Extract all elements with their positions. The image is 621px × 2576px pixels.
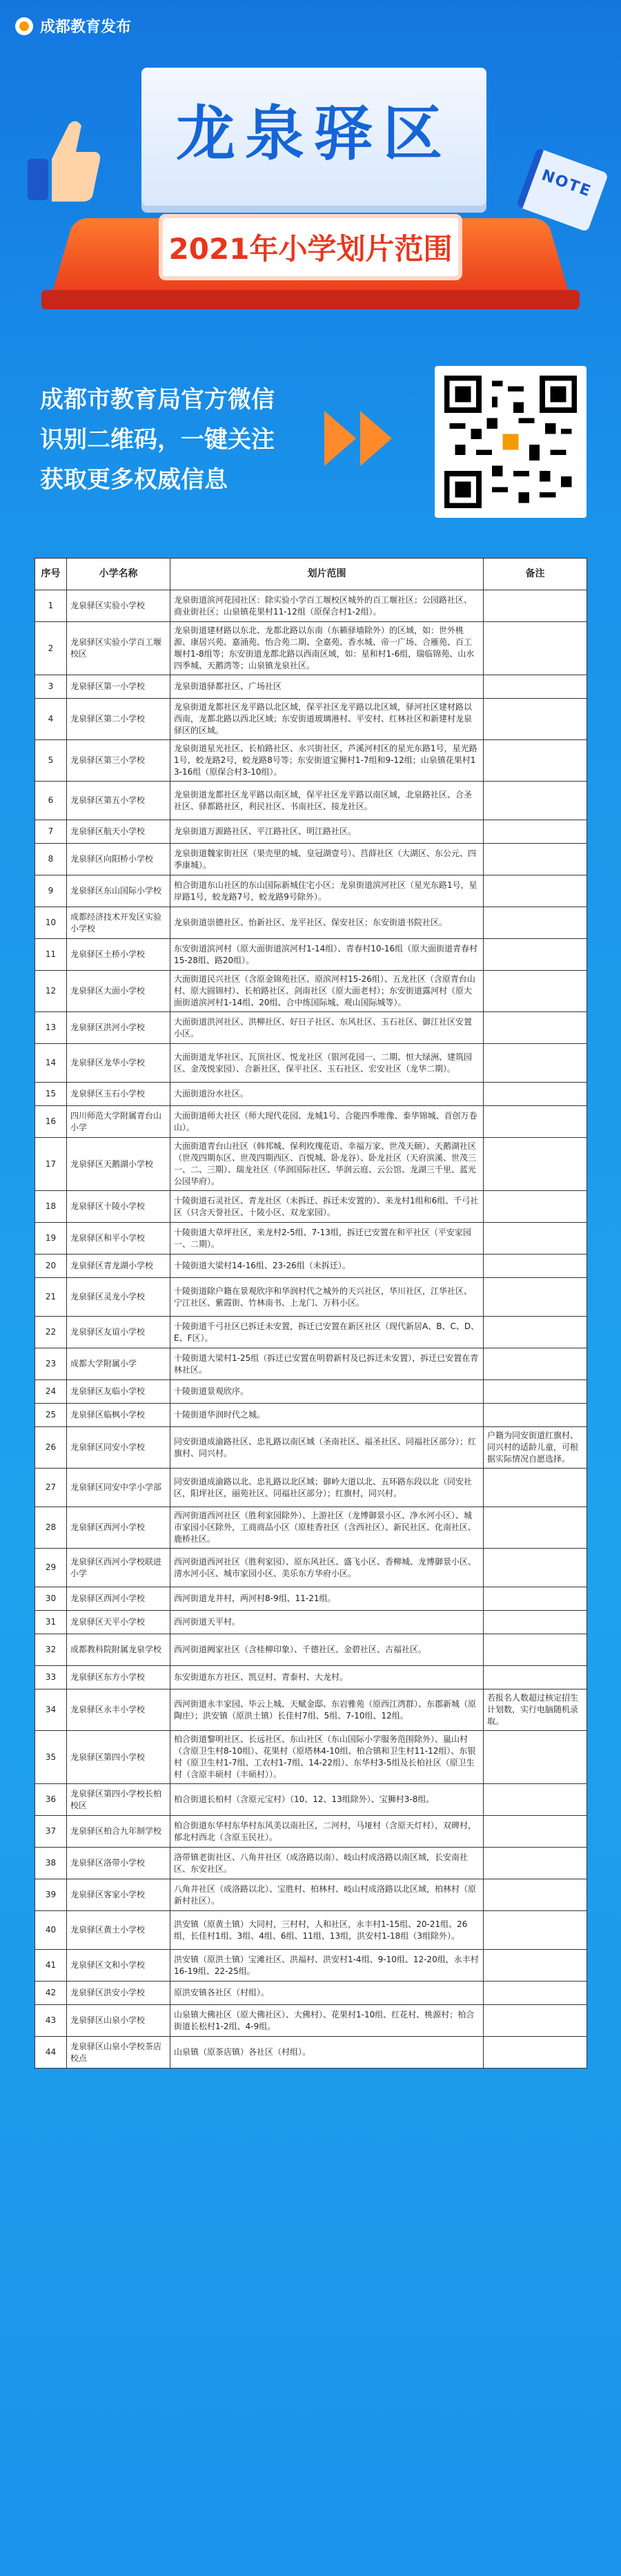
- row-number: 37: [35, 1816, 67, 1848]
- row-note: [484, 1507, 587, 1549]
- row-note: [484, 2005, 587, 2037]
- zone-range: 山泉镇大佛社区（原大佛社区）、大佛村）、花果村1-10组、红花村、桃源村；柏合街道长松村1-2组、4-9组。: [170, 2005, 484, 2037]
- school-name: 龙泉驿区东山国际小学校: [67, 875, 170, 907]
- brand-name: 成都教育发布: [40, 19, 132, 36]
- table-row: [35, 590, 587, 622]
- zone-range: 十陵街道石灵社区、青龙社区（未拆迁、拆迁未安置的）、来龙村1组和6组、千弓社区（只含天誉社区、十陵小区、双龙家园）。: [170, 1191, 484, 1223]
- row-number: 26: [35, 1427, 67, 1469]
- row-note: [484, 1982, 587, 2005]
- table-row: [35, 875, 587, 907]
- zone-range: 大面街道民兴社区（含原金锦苑社区、原滨河村15-26组）、五龙社区（含原青台山村、原大圆锦村）、长柏路社区、剑南社区（原大面老村）；东安街道露河村（原大面街道滨河村1-14组、20组、合中练国际城、观山国际城等）。: [170, 971, 484, 1012]
- hero-subtitle: 2021年小学划片范围: [168, 232, 453, 266]
- table-row: [35, 1731, 587, 1784]
- zone-range: 八角井社区（成洛路以北）、宝胜村、柏林村、岐山村成洛路以北区域，柏林村（原新村社区）。: [170, 1879, 484, 1911]
- school-name: 龙泉驿区东方小学校: [67, 1666, 170, 1689]
- row-number: 15: [35, 1083, 67, 1106]
- school-name: 龙泉驿区西河小学校联进小学: [67, 1549, 170, 1587]
- school-name: 龙泉驿区玉石小学校: [67, 1083, 170, 1106]
- school-name: 龙泉驿区天平小学校: [67, 1611, 170, 1634]
- school-name: 龙泉驿区土桥小学校: [67, 939, 170, 971]
- zone-range: 西河街道永丰家园、毕云上城、天赋金邸、东岩雅苑（原西江湾群）、东郡新城（原陶庄）；洪安镇（原洪土镇）长佳村7组、5组、7-10组、12组。: [170, 1689, 484, 1731]
- row-note: [484, 939, 587, 971]
- wechat-promo: [0, 359, 621, 532]
- school-name: 龙泉驿区青龙湖小学校: [67, 1255, 170, 1278]
- table-row: [35, 2037, 587, 2069]
- row-number: 28: [35, 1507, 67, 1549]
- header-no: 序号: [35, 559, 67, 590]
- row-note: [484, 1106, 587, 1138]
- table-row: [35, 1689, 587, 1731]
- row-note: [484, 875, 587, 907]
- school-name: 成都教科院附属龙泉学校: [67, 1634, 170, 1666]
- zone-table: [34, 558, 587, 2069]
- row-number: 20: [35, 1255, 67, 1278]
- table-row: [35, 1469, 587, 1507]
- zone-range: 龙泉街道星光社区、长柏路社区、永兴街社区，芦溪河村区的星光东路1号，星光路1号，蛟龙路2号，蛟龙路8号等；东安街道宝狮村1-7组和9-12组；山泉镇花果村13-16组（原保合村3-10组）。: [170, 740, 484, 782]
- row-note: [484, 2037, 587, 2069]
- row-number: 7: [35, 820, 67, 844]
- school-name: 龙泉驿区航天小学校: [67, 820, 170, 844]
- row-number: 21: [35, 1278, 67, 1317]
- school-name: 龙泉驿区山泉小学校茶店校点: [67, 2037, 170, 2069]
- zone-range: 原洪安镇各社区（村组）。: [170, 1982, 484, 2005]
- promo-line: 获取更多权威信息: [40, 466, 228, 494]
- school-name: 龙泉驿区第二小学校: [67, 699, 170, 740]
- school-name: 龙泉驿区实验小学校: [67, 590, 170, 622]
- table-row: [35, 1911, 587, 1950]
- zone-range: 龙泉街道龙都社区龙平路以南区域，保平社区龙平路以南区域，北泉路社区、合圣社区、驿都路社区，利民社区、书南社区、接龙社区。: [170, 782, 484, 820]
- row-note: [484, 590, 587, 622]
- row-note: [484, 1816, 587, 1848]
- zone-range: 十陵街道景观欣序。: [170, 1380, 484, 1404]
- row-note: 若报名人数超过核定招生计划数，实行电脑随机录取。: [484, 1689, 587, 1731]
- table-row: [35, 1138, 587, 1191]
- row-note: [484, 1044, 587, 1083]
- school-name: 龙泉驿区第四小学校长柏校区: [67, 1784, 170, 1816]
- row-note: [484, 1634, 587, 1666]
- thumbs-up-icon: [21, 110, 103, 207]
- zone-range: 十陵街道华润时代之城。: [170, 1404, 484, 1427]
- table-row: [35, 971, 587, 1012]
- row-note: [484, 1587, 587, 1611]
- row-number: 3: [35, 675, 67, 699]
- row-number: 11: [35, 939, 67, 971]
- row-number: 39: [35, 1879, 67, 1911]
- brand-header: [15, 15, 131, 37]
- table-body: [35, 590, 587, 2069]
- row-note: [484, 820, 587, 844]
- zone-range: 大面街道师大社区（师大现代花园、龙城1号、合能四季唯像、泰华锦城、首创万卷山）。: [170, 1106, 484, 1138]
- table-row: [35, 2005, 587, 2037]
- zone-range: 龙泉街道魏家街社区（果壳里的城、皇冠湖壹号）、莒薛社区（大湖区、东公元、四季康城）。: [170, 844, 484, 875]
- zone-range: 十陵街道大草坪社区，来龙村2-5组、7-13组，拆迁已安置在和平社区（平安家园一、二期）。: [170, 1223, 484, 1255]
- zone-range: 东安街道滨河村（原大面街道滨河村1-14组）、青春村10-16组（原大面街道青春村15-28组、路20组）。: [170, 939, 484, 971]
- banner-stand-base: [41, 290, 580, 309]
- table-row: [35, 1012, 587, 1044]
- row-number: 29: [35, 1549, 67, 1587]
- table-row: [35, 1982, 587, 2005]
- table-row: [35, 740, 587, 782]
- row-number: 23: [35, 1348, 67, 1380]
- school-name: 龙泉驿区友谊小学校: [67, 1317, 170, 1348]
- school-name: 龙泉驿区临枫小学校: [67, 1404, 170, 1427]
- row-note: [484, 1666, 587, 1689]
- row-number: 8: [35, 844, 67, 875]
- row-number: 27: [35, 1469, 67, 1507]
- row-note: [484, 675, 587, 699]
- school-name: 龙泉驿区向阳桥小学校: [67, 844, 170, 875]
- row-number: 16: [35, 1106, 67, 1138]
- row-number: 2: [35, 622, 67, 675]
- title-board: [141, 68, 486, 206]
- zone-range: 大面街道青台山社区（韩邦城、保利玫瑰花语、幸福万家、世茂天颐）、天鹅湖社区（世茂四期东区、世茂四期西区、百悦城、卧龙谷）、卧龙社区（天府滨溪、世茂三一、二、三期）、瑞龙社区（华润国际社区、华润云庭、云公馆、龙湖三千里、蓝光公园华府）。: [170, 1138, 484, 1191]
- promo-line: 成都市教育局官方微信: [40, 386, 275, 414]
- promo-line: 识别二维码，一键关注: [40, 426, 275, 454]
- table-row: [35, 1044, 587, 1083]
- table-row: [35, 1816, 587, 1848]
- row-number: 14: [35, 1044, 67, 1083]
- school-name: 龙泉驿区洪河小学校: [67, 1012, 170, 1044]
- row-number: 34: [35, 1689, 67, 1731]
- row-note: [484, 1549, 587, 1587]
- zone-range: 西河街道龙井村，两河村8-9组、11-21组。: [170, 1587, 484, 1611]
- row-number: 9: [35, 875, 67, 907]
- row-note: 户籍为同安街道红旗村、同兴村的适龄儿童，可根据实际情况自愿选择。: [484, 1427, 587, 1469]
- school-name: 龙泉驿区柏合九年制学校: [67, 1816, 170, 1848]
- zone-range: 龙泉街道滨河花园社区：除实验小学百工堰校区城外的百工堰社区；公园路社区、商业街社区；山泉镇花果村11-12组（原保合村1-2组）。: [170, 590, 484, 622]
- row-note: [484, 907, 587, 939]
- school-name: 龙泉驿区山泉小学校: [67, 2005, 170, 2037]
- row-note: [484, 971, 587, 1012]
- table-row: [35, 1427, 587, 1469]
- row-note: [484, 699, 587, 740]
- row-number: 22: [35, 1317, 67, 1348]
- zone-range: 龙泉街道崇德社区、怡新社区、龙平社区、保安社区；东安街道书院社区。: [170, 907, 484, 939]
- school-name: 龙泉驿区友临小学校: [67, 1380, 170, 1404]
- table-row: [35, 1666, 587, 1689]
- table-row: [35, 1611, 587, 1634]
- school-name: 成都大学附属小学: [67, 1348, 170, 1380]
- school-name: 成都经济技术开发区实验小学校: [67, 907, 170, 939]
- row-number: 17: [35, 1138, 67, 1191]
- hero-title: 龙泉驿区: [176, 99, 452, 168]
- zone-range: 大面街道洪河社区、洪柳社区、好日子社区、东风社区、玉石社区、御江社区安置小区。: [170, 1012, 484, 1044]
- zone-range: 东安街道东方社区、凯豆村、青泰村、大龙村。: [170, 1666, 484, 1689]
- zone-range: 龙泉街道驿都社区、广场社区: [170, 675, 484, 699]
- school-name: 龙泉驿区第三小学校: [67, 740, 170, 782]
- table-row: [35, 1278, 587, 1317]
- row-number: 32: [35, 1634, 67, 1666]
- school-name: 龙泉驿区大面小学校: [67, 971, 170, 1012]
- zone-range: 十陵街道除户籍在景观欣序和华润村代之城外的天兴社区，华川社区，江华社区、宁江社区、紫霞街、竹林南书、上龙门、万科小区。: [170, 1278, 484, 1317]
- table-row: [35, 1106, 587, 1138]
- row-number: 31: [35, 1611, 67, 1634]
- zone-range: 十陵街道千弓社区已拆迁未安置，拆迁已安置在新区社区（现代新居A、B、C、D、E、F区）。: [170, 1317, 484, 1348]
- school-name: 龙泉驿区龙华小学校: [67, 1044, 170, 1083]
- row-number: 24: [35, 1380, 67, 1404]
- row-note: [484, 740, 587, 782]
- row-number: 12: [35, 971, 67, 1012]
- row-number: 38: [35, 1848, 67, 1879]
- school-name: 龙泉驿区同安小学校: [67, 1427, 170, 1469]
- school-name: 龙泉驿区十陵小学校: [67, 1191, 170, 1223]
- row-note: [484, 1731, 587, 1784]
- table-row: [35, 1348, 587, 1380]
- row-number: 35: [35, 1731, 67, 1784]
- school-name: 龙泉驿区实验小学百工堰校区: [67, 622, 170, 675]
- row-number: 10: [35, 907, 67, 939]
- row-note: [484, 1404, 587, 1427]
- row-note: [484, 1469, 587, 1507]
- zone-range: 大面街道龙华社区、瓦顶社区、悦龙社区（银河花园一、二期、恒大绿洲、建筑园区、金茂悦家园）、合新社区，保平社区、玉石社区、宏安社区（龙华二期）。: [170, 1044, 484, 1083]
- row-note: [484, 1138, 587, 1191]
- row-number: 40: [35, 1911, 67, 1950]
- table-row: [35, 1380, 587, 1404]
- row-note: [484, 1611, 587, 1634]
- zone-range: 同安街道成渝路社区、忠礼路以南区域（圣南社区、福圣社区、同福社区部分）；红旗村、同兴村。: [170, 1427, 484, 1469]
- zone-range: 西河街道阙家社区（含桂柳印象）、千德社区、金碧社区、古福社区。: [170, 1634, 484, 1666]
- table-row: [35, 1507, 587, 1549]
- zone-range: 龙泉街道建材路以东北、龙都北路以东南（东籁驿墙除外）的区域，如：世外桃源、康居兴苑、嘉涌苑、怡合苑二期、全嘉苑、香水城、帝一广场、合雁苑、百工堰村1-8组等；东安街道龙都北路以西南区域，如：星和村1-6组，瑞临锦苑、山水四季城、天鹅湾等；山泉镇龙泉社区。: [170, 622, 484, 675]
- brand-logo-icon: [15, 17, 33, 35]
- row-note: [484, 1848, 587, 1879]
- row-number: 33: [35, 1666, 67, 1689]
- table-row: [35, 1879, 587, 1911]
- table-row: [35, 1950, 587, 1982]
- school-zone-table: [34, 558, 586, 2069]
- zone-range: 柏合街道长柏村（含原元宝村）（10、12、13组除外）、宝狮村3-8组。: [170, 1784, 484, 1816]
- row-number: 42: [35, 1982, 67, 2005]
- row-number: 36: [35, 1784, 67, 1816]
- zone-range: 西河街道西河社区（胜利家园除外）、上游社区（龙博御景小区、净水河小区）、城市家园小区除外，工商商品小区（原桂香社区（含西社区）、新民社区、化南社区、鹿桥社区。: [170, 1507, 484, 1549]
- row-number: 18: [35, 1191, 67, 1223]
- table-row: [35, 1083, 587, 1106]
- row-number: 44: [35, 2037, 67, 2069]
- table-row: [35, 939, 587, 971]
- school-name: 龙泉驿区黄土小学校: [67, 1911, 170, 1950]
- row-note: [484, 1348, 587, 1380]
- row-note: [484, 1380, 587, 1404]
- table-row: [35, 675, 587, 699]
- row-note: [484, 1191, 587, 1223]
- zone-range: 洪安镇（原洪土镇）宝滩社区、洪福村、洪安村1-4组、9-10组、12-20组，永丰村16-19组、22-25组。: [170, 1950, 484, 1982]
- zone-range: 山泉镇（原茶店镇）各社区（村组）。: [170, 2037, 484, 2069]
- row-note: [484, 622, 587, 675]
- row-note: [484, 1784, 587, 1816]
- zone-range: 龙泉街道龙都社区龙平路以北区域，保平社区龙平路以北区域，驿河社区建材路以西南，龙都北路以西北区域；东安街道玻璃港村、平安村、红林社区和新建村龙泉驿区的区域。: [170, 699, 484, 740]
- row-note: [484, 1223, 587, 1255]
- table-row: [35, 907, 587, 939]
- header-note: 备注: [484, 559, 587, 590]
- row-note: [484, 1879, 587, 1911]
- row-number: 4: [35, 699, 67, 740]
- zone-range: 柏合街道东山社区的东山国际新城住宅小区；龙泉街道滨河社区（星光东路1号，星岸路1号，蛟龙路7号，蛟龙路9号除外）。: [170, 875, 484, 907]
- zone-range: 柏合街道黎明社区、长远社区、东山社区（东山国际小学服务范围除外）、嵐山村（含原卫生村8-10组）、花果村（原塔林4-10组、柏合镇和卫生村11-12组）、东银村（原卫生村1-7组、工农村1-7组、14-22组）、东华村3-5组及长柏社区（原卫生村（含原丰硕村（丰硕村））。: [170, 1731, 484, 1784]
- zone-range: 十陵街道大梁村1-25组（拆迁已安置在明碧新村及已拆迁未安置），拆迁已安置在青林社区。: [170, 1348, 484, 1380]
- header-range: 划片范围: [170, 559, 484, 590]
- zone-range: 龙泉街道万源路社区、平江路社区、明江路社区。: [170, 820, 484, 844]
- promo-text: [40, 380, 275, 500]
- zone-range: 洪安镇（原黄土镇）大同村，三村村，人和社区，永丰村1-15组、20-21组、26组，长佳村1组、3组、4组、6组、11组、13组，洪安村1-18组（3组除外）。: [170, 1911, 484, 1950]
- school-name: 龙泉驿区天鹅湖小学校: [67, 1138, 170, 1191]
- table-row: [35, 1223, 587, 1255]
- row-number: 5: [35, 740, 67, 782]
- qr-code[interactable]: [435, 366, 586, 518]
- school-name: 龙泉驿区洛带小学校: [67, 1848, 170, 1879]
- table-row: [35, 1404, 587, 1427]
- zone-range: 柏合街道东华村东华村东风美以南社区，二河村，马垭村（含原天灯村），双碑村，郁北村西北（含原玉民社）。: [170, 1816, 484, 1848]
- table-row: [35, 1549, 587, 1587]
- row-note: [484, 1317, 587, 1348]
- row-number: 6: [35, 782, 67, 820]
- table-row: [35, 1784, 587, 1816]
- table-row: [35, 1191, 587, 1223]
- table-row: [35, 782, 587, 820]
- school-name: 龙泉驿区文和小学校: [67, 1950, 170, 1982]
- row-note: [484, 782, 587, 820]
- table-row: [35, 1317, 587, 1348]
- table-row: [35, 844, 587, 875]
- hero-banner: [0, 41, 621, 331]
- school-name: 龙泉驿区西河小学校: [67, 1587, 170, 1611]
- note-label: NOTE: [539, 166, 594, 201]
- school-name: 四川师范大学附属青台山小学: [67, 1106, 170, 1138]
- zone-range: 西河街道西河社区（胜利家园）、原东风社区、盛飞小区、香柳城、龙博御景小区、清水河小区、城市家园小区、美乐东方华府小区。: [170, 1549, 484, 1587]
- table-row: [35, 820, 587, 844]
- table-row: [35, 1848, 587, 1879]
- table-row: [35, 622, 587, 675]
- row-note: [484, 1911, 587, 1950]
- double-arrow-icon: [324, 411, 386, 466]
- zone-range: 洛带镇老街社区、八角井社区（成洛路以南）、岐山村成洛路以南区域，长安南社区、东安社区。: [170, 1848, 484, 1879]
- row-number: 30: [35, 1587, 67, 1611]
- table-header-row: [35, 559, 587, 590]
- school-name: 龙泉驿区洪安小学校: [67, 1982, 170, 2005]
- row-note: [484, 1278, 587, 1317]
- school-name: 龙泉驿区第四小学校: [67, 1731, 170, 1784]
- school-name: 龙泉驿区灵龙小学校: [67, 1278, 170, 1317]
- school-name: 龙泉驿区永丰小学校: [67, 1689, 170, 1731]
- school-name: 龙泉驿区西河小学校: [67, 1507, 170, 1549]
- qr-code-icon: [444, 376, 577, 508]
- zone-range: 大面街道汾水社区。: [170, 1083, 484, 1106]
- zone-range: 同安街道成渝路以北、忠礼路以北区域；御岭大道以北、五环路东段以北（同安社区，阳坪社区，丽苑社区、同福社区部分）；红旗村，同兴村。: [170, 1469, 484, 1507]
- table-row: [35, 1587, 587, 1611]
- table-row: [35, 1634, 587, 1666]
- row-note: [484, 844, 587, 875]
- row-number: 1: [35, 590, 67, 622]
- row-number: 43: [35, 2005, 67, 2037]
- row-number: 19: [35, 1223, 67, 1255]
- row-note: [484, 1012, 587, 1044]
- school-name: 龙泉驿区和平小学校: [67, 1223, 170, 1255]
- table-row: [35, 699, 587, 740]
- school-name: 龙泉驿区同安中学小学部: [67, 1469, 170, 1507]
- zone-range: 西河街道天平村。: [170, 1611, 484, 1634]
- zone-range: 十陵街道大梁村14-16组、23-26组（未拆迁）。: [170, 1255, 484, 1278]
- row-number: 25: [35, 1404, 67, 1427]
- header-school: 小学名称: [67, 559, 170, 590]
- school-name: 龙泉驿区第五小学校: [67, 782, 170, 820]
- row-note: [484, 1950, 587, 1982]
- subtitle-box: [159, 214, 462, 280]
- row-note: [484, 1255, 587, 1278]
- row-note: [484, 1083, 587, 1106]
- row-number: 13: [35, 1012, 67, 1044]
- school-name: 龙泉驿区第一小学校: [67, 675, 170, 699]
- school-name: 龙泉驿区客家小学校: [67, 1879, 170, 1911]
- table-row: [35, 1255, 587, 1278]
- row-number: 41: [35, 1950, 67, 1982]
